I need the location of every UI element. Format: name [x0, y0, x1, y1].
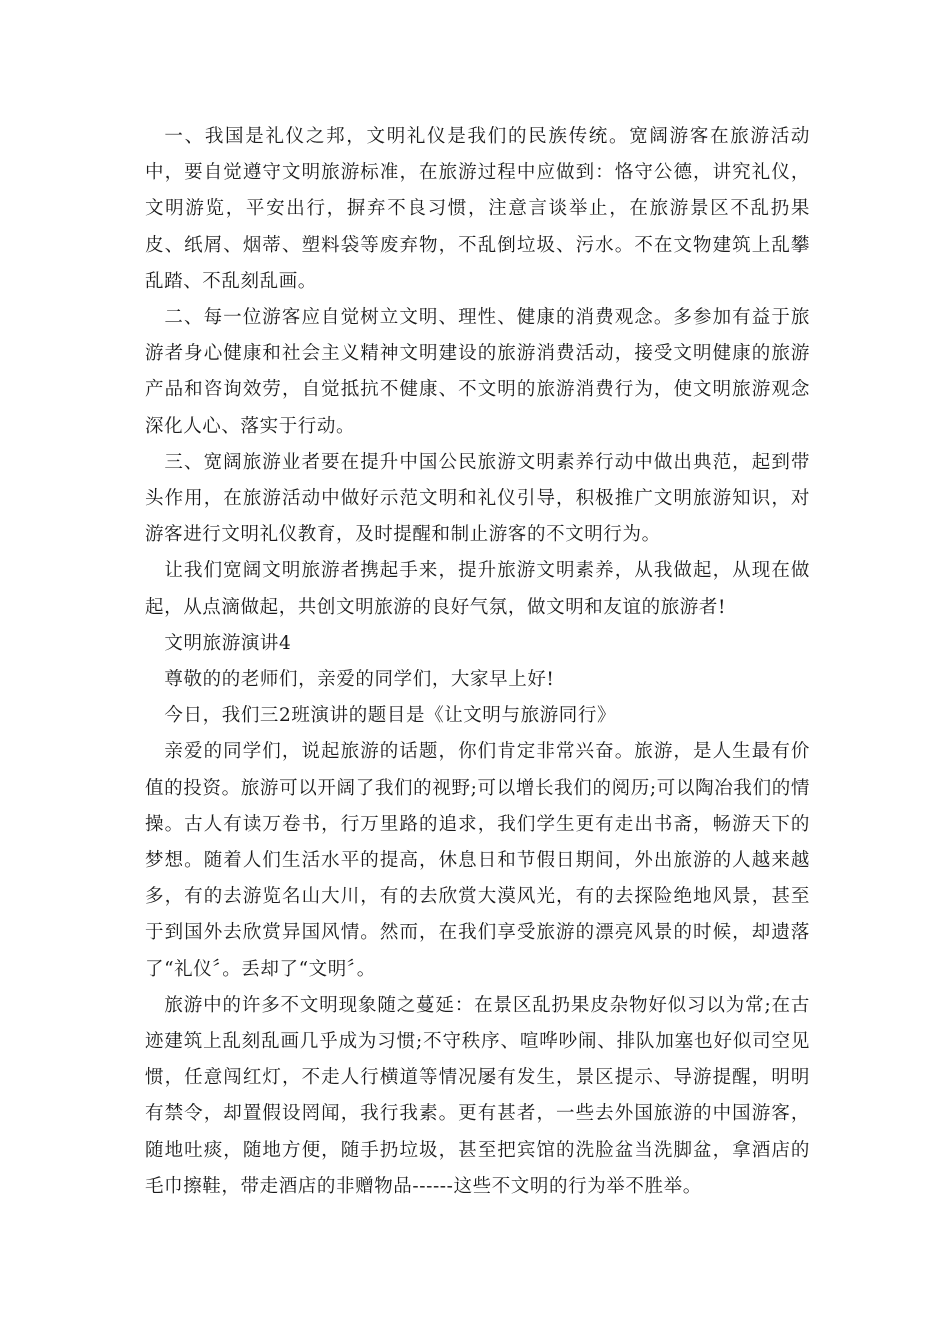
paragraph-greeting: 尊敬的的老师们，亲爱的同学们，大家早上好! — [164, 669, 555, 691]
paragraph-call-to-action: 让我们宽阔文明旅游者携起手来，提升旅游文明素养，从我做起，从现在做起，从点滴做起，共创文明旅游的良好气氛，做文明和友谊的旅游者! — [145, 560, 810, 618]
paragraph-travel-value: 亲爱的同学们，说起旅游的话题，你们肯定非常兴奋。旅游，是人生最有价值的投资。旅游可以开阔了我们的视野;可以增长我们的阅历;可以陶冶我们的情操。古人有读万卷书，行万里路的追求，我们学生更有走出书斋，畅游天下的梦想。随着人们生活水平的提高，休息日和节假日期间，外出旅游的人越来越多，有的去游览名山大川，有的去欣赏大漠风光，有的去探险绝地风景，甚至于到国外去欣赏异国风情。然而，在我们享受旅游的漂亮风景的时候，却遗落了“礼仪〞。丢却了“文明〞。 — [145, 741, 810, 980]
paragraph-uncivil-behaviors: 旅游中的许多不文明现象随之蔓延：在景区乱扔果皮杂物好似习以为常;在古迹建筑上乱刻乱画几乎成为习惯;不守秩序、喧哗吵闹、排队加塞也好似司空见惯，任意闯红灯，不走人行横道等情况屡有发生，景区提示、导游提醒，明明有禁令，却置假设罔闻，我行我素。更有甚者，一些去外国旅游的中国游客，随地吐痰，随地方便，随手扔垃圾，甚至把宾馆的洗脸盆当洗脚盆，拿酒店的毛巾擦鞋，带走酒店的非赠物品------这些不文明的行为举不胜举。 — [145, 994, 810, 1197]
paragraph-topic: 今日，我们三2班演讲的题目是《让文明与旅游同行》 — [164, 705, 617, 727]
document-body — [145, 119, 810, 1205]
paragraph-etiquette-tradition: 一、我国是礼仪之邦，文明礼仪是我们的民族传统。宽阔游客在旅游活动中，要自觉遵守文明旅游标准，在旅游过程中应做到：恪守公德，讲究礼仪，文明游览，平安出行，摒弃不良习惯，注意言谈举止，在旅游景区不乱扔果皮、纸屑、烟蒂、塑料袋等废弃物，不乱倒垃圾、污水。不在文物建筑上乱攀乱踏、不乱刻乱画。 — [145, 126, 810, 292]
paragraph-industry-role: 三、宽阔旅游业者要在提升中国公民旅游文明素养行动中做出典范，起到带头作用，在旅游活动中做好示范文明和礼仪引导，积极推广文明旅游知识，对游客进行文明礼仪教育，及时提醒和制止游客的不文明行为。 — [145, 451, 810, 546]
speech-title: 文明旅游演讲4 — [164, 632, 292, 654]
paragraph-consumption-concept: 二、每一位游客应自觉树立文明、理性、健康的消费观念。多参加有益于旅游者身心健康和社会主义精神文明建设的旅游消费活动，接受文明健康的旅游产品和咨询效劳，自觉抵抗不健康、不文明的旅游消费行为，使文明旅游观念深化人心、落实于行动。 — [145, 307, 810, 437]
